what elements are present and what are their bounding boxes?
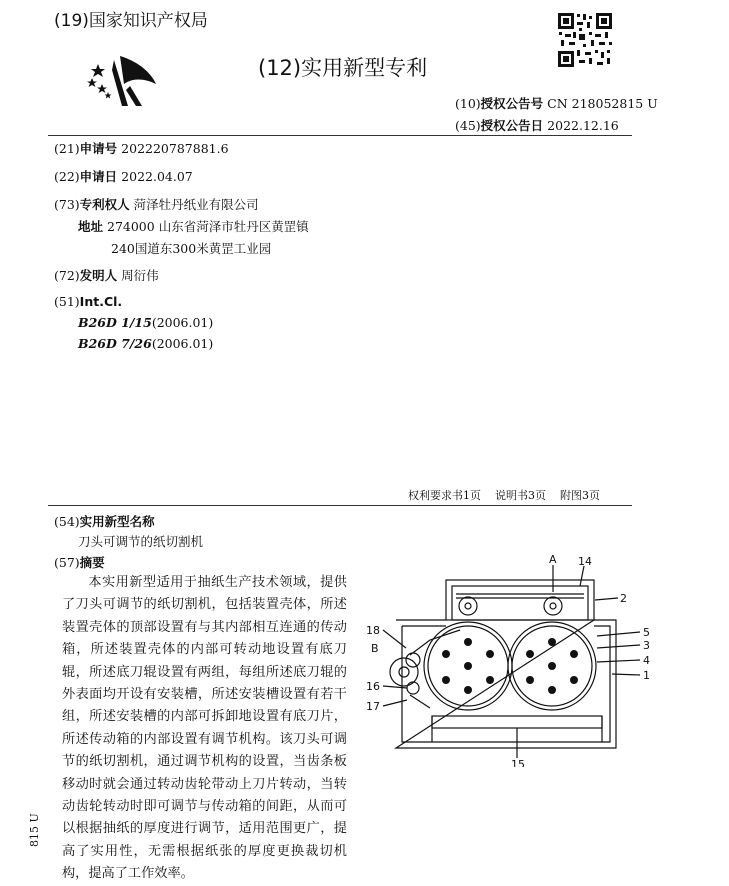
page-counts: 权利要求书1页 说明书3页 附图3页 [408, 489, 600, 502]
transmission-box-inner [452, 586, 588, 620]
pub-date-row [455, 116, 619, 134]
roller-hole [464, 686, 472, 694]
roller-hole [548, 662, 556, 670]
office-code: (19) [54, 11, 89, 31]
app-date-code: (22) [54, 169, 80, 184]
device-housing [396, 620, 616, 748]
figure-label: 4 [643, 654, 650, 667]
roller-hole [464, 638, 472, 646]
figure-label: A [549, 553, 557, 566]
rotating-gear-right-hub [550, 603, 556, 609]
inventor-value: 周衍伟 [121, 268, 159, 283]
pub-date-code: (45) [455, 118, 481, 133]
address-line1: 274000 山东省菏泽市牡丹区黄罡镇 [107, 219, 309, 234]
patentee-row [54, 195, 259, 213]
app-no-value: 202220787881.6 [121, 141, 229, 156]
abstract-label: 摘要 [79, 555, 105, 570]
cnipa-logo [84, 50, 162, 110]
abstract-text: 本实用新型适用于抽纸生产技术领域，提供了刀头可调节的纸切割机，包括装置壳体，所述装置壳体的顶部设置有与其内部相互连通的传动箱，所述装置壳体的内部可转动地设置有底刀辊，所述底刀辊设置有两组，每组所述底刀辊的外表面均开设有安装槽，所述安装槽设置有若干组，所述安装槽的内部可拆卸地设置有底刀片，所述传动箱的内部设置有调节机构。该刀头可调节的纸切割机，通过调节机构的设置，当齿条板移动时就会通过转动齿轮带动上刀片转动，当转动齿轮转动时即可调节与传动箱的间距，从而可以根据抽纸的厚度进行调节，适用范围更广，提高了实用性，无需根据纸张的厚度更换裁切机构，提高了工作效率。 [62, 575, 347, 882]
inventor-row [54, 266, 159, 284]
roller-hole [464, 662, 472, 670]
abstract-code: (57) [54, 555, 80, 570]
figure-label: 5 [643, 626, 650, 639]
figure-label: 17 [366, 700, 380, 713]
figure-label: B [371, 642, 379, 655]
intcl-item [78, 336, 213, 351]
figure-label: 15 [511, 758, 525, 767]
roller-hole [570, 650, 578, 658]
intcl-row [54, 294, 122, 309]
logo-star-4 [105, 92, 112, 99]
figure-label: 18 [366, 624, 380, 637]
figure-label: 16 [366, 680, 380, 693]
roller-hole [548, 638, 556, 646]
address-line2: 240国道东300米黄罡工业园 [111, 241, 272, 256]
intcl-class: B26D 7/26 [78, 336, 152, 351]
intcl-code: (51) [54, 294, 80, 309]
pulley-18 [406, 653, 420, 667]
abstract-figure [362, 552, 662, 767]
title-label: 实用新型名称 [79, 514, 155, 529]
logo-shape [112, 56, 156, 106]
pub-number-code: (10) [455, 96, 481, 111]
address-label: 地址 [78, 219, 104, 234]
belt [410, 695, 430, 708]
roller-hole [548, 686, 556, 694]
app-date-value: 2022.04.07 [121, 169, 193, 184]
figure-label: 14 [578, 555, 592, 568]
pub-number-value: CN 218052815 U [547, 96, 658, 111]
patentee-code: (73) [54, 197, 80, 212]
rotating-gear-right [544, 597, 562, 615]
support-plate [432, 716, 602, 728]
pulley-16 [407, 682, 419, 694]
roller-hole [442, 650, 450, 658]
side-number: 815 U [28, 813, 41, 847]
intcl-class: B26D 1/15 [78, 315, 152, 330]
office-header [54, 6, 208, 31]
app-date-label: 申请日 [79, 169, 118, 184]
pulley-b-hub [399, 667, 409, 677]
roller-hole [442, 676, 450, 684]
app-date-row [54, 167, 193, 185]
roller-hole [486, 650, 494, 658]
office-name: 国家知识产权局 [88, 11, 208, 31]
app-no-code: (21) [54, 141, 80, 156]
patentee-label: 专利权人 [79, 197, 130, 212]
abstract-row [54, 553, 105, 571]
doc-type-code: (12) [258, 56, 302, 80]
logo-star-1 [91, 64, 105, 77]
address-row [78, 217, 309, 235]
app-no-label: 申请号 [79, 141, 118, 156]
intcl-version: (2006.01) [151, 336, 214, 351]
logo-star-2 [87, 78, 97, 87]
doc-type [258, 52, 427, 82]
figure-label: 1 [643, 669, 650, 682]
pub-number-label: 授权公告号 [480, 96, 544, 111]
pub-date-label: 授权公告日 [480, 118, 544, 133]
utility-title: 刀头可调节的纸切割机 [78, 534, 204, 549]
figure-label: 2 [620, 592, 627, 605]
logo-star-3 [97, 84, 107, 93]
header-rule [48, 135, 632, 136]
patentee-value: 菏泽牡丹纸业有限公司 [133, 197, 259, 212]
title-code: (54) [54, 514, 80, 529]
pub-date-value: 2022.12.16 [547, 118, 619, 133]
rotating-gear-left [459, 597, 477, 615]
roller-hole [570, 676, 578, 684]
title-row [54, 512, 155, 530]
app-no-row [54, 139, 229, 157]
intcl-label: Int.Cl. [79, 294, 123, 309]
inventor-label: 发明人 [79, 268, 118, 283]
section-rule [48, 505, 632, 506]
roller-hole [526, 650, 534, 658]
roller-hole [526, 676, 534, 684]
doc-type-name: 实用新型专利 [301, 56, 428, 80]
pub-number-row [455, 94, 658, 112]
qr-code [557, 12, 613, 68]
intcl-item [78, 315, 213, 330]
inventor-code: (72) [54, 268, 80, 283]
rotating-gear-left-hub [465, 603, 471, 609]
intcl-version: (2006.01) [151, 315, 214, 330]
figure-label: 3 [643, 639, 650, 652]
roller-hole [486, 676, 494, 684]
